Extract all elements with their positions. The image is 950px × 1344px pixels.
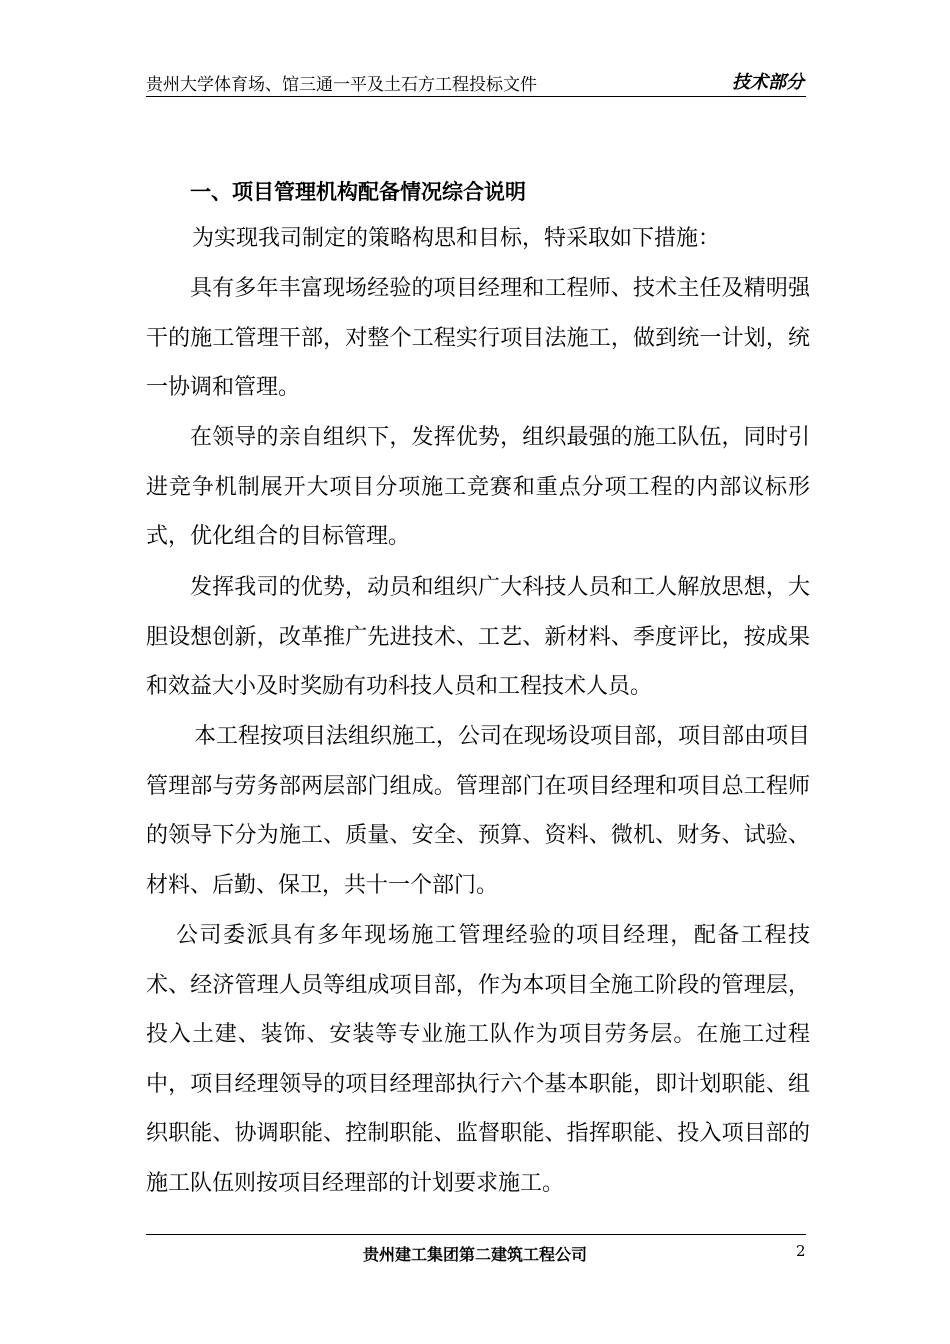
page-header — [146, 68, 806, 97]
header-title: 贵州大学体育场、馆三通一平及土石方工程投标文件 — [146, 75, 537, 95]
section-title: 一、项目管理机构配备情况综合说明 — [190, 180, 526, 204]
footer-company: 贵州建工集团第二建筑工程公司 — [362, 1245, 587, 1264]
footer-divider — [146, 1234, 806, 1235]
paragraph-1: 为实现我司制定的策略构思和目标，特采取如下措施： — [192, 226, 721, 251]
page-number: 2 — [796, 1242, 806, 1260]
paragraph-4: 发挥我司的优势，动员和组织广大科技人员和工人解放思想，大胆设想创新，改革推广先进技术、工艺、新材料、季度评比，按成果和效益大小及时奖励有功科技人员和工程技术人员。 — [146, 575, 810, 699]
paragraph-3: 在领导的亲自组织下，发挥优势，组织最强的施工队伍，同时引进竞争机制展开大项目分项施工竞赛和重点分项工程的内部议标形式，优化组合的目标管理。 — [146, 425, 810, 549]
paragraph-5: 本工程按项目法组织施工，公司在现场设项目部，项目部由项目管理部与劳务部两层部门组成。管理部门在项目经理和项目总工程师的领导下分为施工、质量、安全、预算、资料、微机、财务、试验、材料、后勤、保卫，共十一个部门。 — [146, 724, 811, 898]
paragraph-6: 公司委派具有多年现场施工管理经验的项目经理，配备工程技术、经济管理人员等组成项目部，作为本项目全施工阶段的管理层，投入土建、装饰、安装等专业施工队作为项目劳务层。在施工过程中，项目经理领导的项目经理部执行六个基本职能，即计划职能、组织职能、协调职能、控制职能、监督职能、指挥职能、投入项目部的施工队伍则按项目经理部的计划要求施工。 — [146, 923, 810, 1196]
paragraph-2: 具有多年丰富现场经验的项目经理和工程师、技术主任及精明强干的施工管理干部，对整个工程实行项目法施工，做到统一计划，统一协调和管理。 — [146, 276, 810, 400]
header-section-label: 技术部分 — [732, 72, 804, 93]
